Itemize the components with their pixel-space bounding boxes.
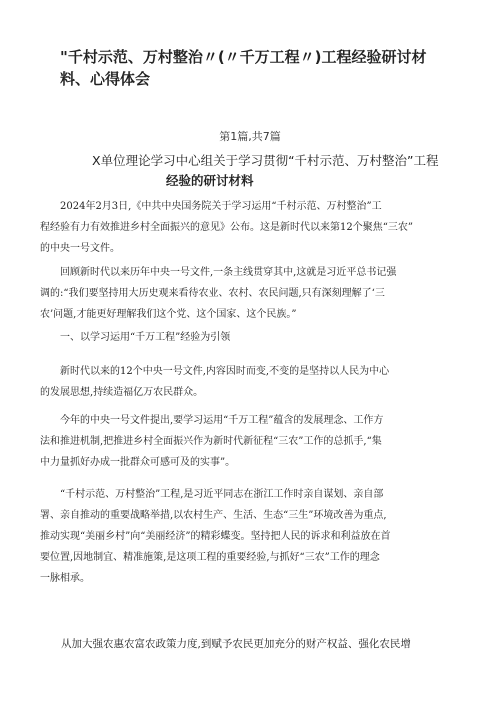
paragraph-subheading bbox=[40, 327, 472, 348]
section-heading-line-1: X单位理论学习中心组关于学习贯彻“千村示范、万村整治”工程 bbox=[92, 153, 439, 168]
paragraph-line: 一、以学习运用“千万工程”经验为引领 bbox=[60, 332, 231, 343]
paragraph-line: 从加大强农惠农富农政策力度,到赋予农民更加充分的财产权益、强化农民增 bbox=[61, 638, 411, 650]
paragraph-line: 推动实现“美丽乡村”向“美丽经济”的精彩蝶变。坚持把人民的诉求和利益放在首 bbox=[40, 531, 391, 542]
paragraph-line: 署、亲自推动的重要战略举措,以农村生产、生活、生态“三生”环境改善为重点, bbox=[40, 510, 387, 521]
paragraph-line: “千村示范、万村整治”工程,是习近平同志在浙江工作时亲自谋划、亲自部 bbox=[60, 489, 384, 500]
paragraph-line: 新时代以来的12个中央一号文件,内容因时而变,不变的是坚持以人民为中心 bbox=[60, 366, 390, 377]
paragraph-line: 2024年2月3日,《中共中央国务院关于学习运用“千村示范、万村整治”工 bbox=[60, 201, 382, 212]
document-title-line-2: 料、心得体会 bbox=[60, 70, 151, 88]
paragraph-line: 要位置,因地制宜、精准施策,是这项工程的重要经验,与抓好“三农”工作的理念 bbox=[40, 552, 380, 563]
paragraph-line: 回顾新时代以来历年中央一号文件,一条主线贯穿其中,这就是习近平总书记强 bbox=[60, 267, 397, 278]
paragraph bbox=[40, 361, 472, 403]
paragraph bbox=[40, 484, 472, 589]
document-title bbox=[60, 46, 460, 90]
document-title-line-1: "千村示范、万村整治〃(〃千万工程〃)工程经验研讨材 bbox=[60, 48, 427, 66]
paragraph bbox=[40, 634, 472, 655]
paragraph bbox=[40, 410, 472, 473]
part-label: 第1篇,共7篇 bbox=[219, 130, 281, 143]
paragraph bbox=[40, 262, 472, 325]
paragraph bbox=[40, 196, 472, 259]
paragraph-line: 今年的中央一号文件提出,要学习运用“千万工程”蕴含的发展理念、工作方 bbox=[60, 415, 384, 426]
paragraph-line: 调的:“我们要坚持用大历史观来看待农业、农村、农民问题,只有深刻理解了‘三 bbox=[40, 288, 385, 299]
paragraph-line: 的中央一号文件。 bbox=[40, 243, 120, 254]
paragraph-line: 农’问题,才能更好理解我们这个党、这个国家、这个民族。” bbox=[40, 309, 297, 320]
paragraph-line: 的发展思想,持续造福亿万农民群众。 bbox=[40, 387, 204, 398]
section-heading bbox=[92, 151, 472, 191]
paragraph-line: 中力量抓好办成一批群众可感可及的实事”。 bbox=[40, 457, 236, 468]
paragraph-line: 程经验有力有效推进乡村全面振兴的意见》公布。这是新时代以来第12个聚焦“三农” bbox=[40, 222, 413, 233]
paragraph-line: 法和推进机制,把推进乡村全面振兴作为新时代新征程“三农”工作的总抓手,“集 bbox=[40, 436, 382, 447]
section-heading-line-2: 经验的研讨材料 bbox=[166, 173, 254, 188]
paragraph-line: 一脉相承。 bbox=[40, 573, 90, 584]
